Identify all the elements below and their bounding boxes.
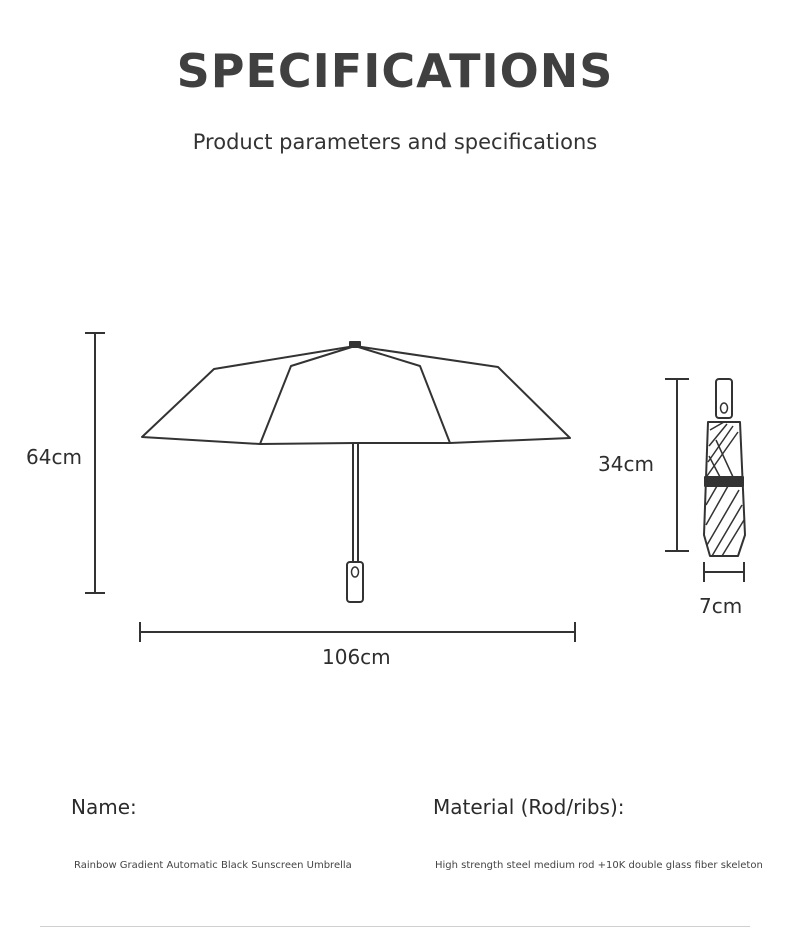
open-width-label: 106cm <box>322 645 391 669</box>
canopy-rib-left <box>260 346 355 444</box>
width-dimension-line <box>140 622 575 642</box>
handle-button <box>352 567 359 577</box>
folded-strap <box>705 477 743 486</box>
folded-handle <box>716 379 732 418</box>
umbrella-shaft <box>353 444 358 562</box>
folded-handle-button <box>721 403 728 413</box>
page-title: SPECIFICATIONS <box>176 44 614 98</box>
folded-umbrella-icon <box>704 379 745 556</box>
folded-length-label: 34cm <box>598 452 654 476</box>
material-value: High strength steel medium rod +10K double glass fiber skeleton <box>435 860 763 871</box>
page-subtitle: Product parameters and specifications <box>192 130 598 154</box>
name-value: Rainbow Gradient Automatic Black Sunscreen Umbrella <box>74 860 352 871</box>
bottom-divider <box>40 926 750 927</box>
canopy-outline <box>142 346 570 444</box>
open-umbrella-icon <box>142 342 570 602</box>
open-height-label: 64cm <box>26 445 82 469</box>
height-dimension-line <box>85 333 105 593</box>
folded-stripes <box>706 422 744 556</box>
folded-length-dimension-line <box>665 379 689 551</box>
material-label: Material (Rod/ribs): <box>433 795 625 819</box>
canopy-rib-right <box>355 346 450 443</box>
folded-width-dimension-line <box>704 562 744 582</box>
canopy-tip <box>350 342 360 347</box>
name-label: Name: <box>71 795 137 819</box>
umbrella-handle <box>347 562 363 602</box>
folded-width-label: 7cm <box>699 594 743 618</box>
